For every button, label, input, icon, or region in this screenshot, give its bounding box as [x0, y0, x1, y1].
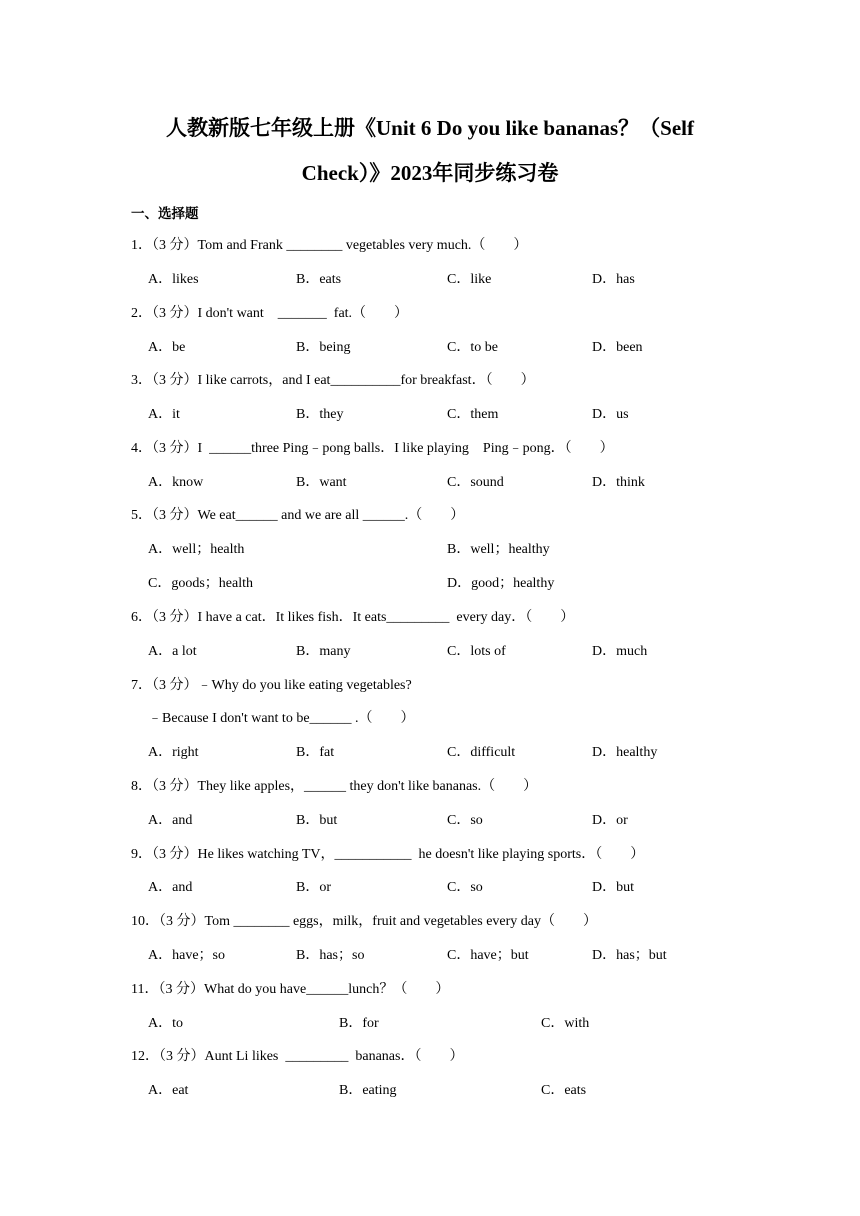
answer-option: C．have；but [447, 948, 529, 963]
answer-option: C．them [447, 407, 499, 422]
answer-option: B．want [296, 475, 347, 490]
document-title-line-2: Check）》2023年同步练习卷 [301, 161, 559, 185]
answer-option: B．fat [296, 745, 335, 760]
answer-option: A．well；health [148, 542, 245, 557]
question-stem: 10．（3 分）Tom ________ eggs，milk，fruit and vegetables every day（ ） [131, 914, 597, 929]
answer-option: B．well；healthy [447, 542, 550, 557]
answer-option: B．has；so [296, 948, 365, 963]
section-heading: 一、选择题 [131, 206, 199, 221]
answer-option: C．eats [541, 1083, 587, 1098]
question-stem: 12．（3 分）Aunt Li likes _________ bananas．（ ） [131, 1049, 464, 1064]
answer-option: C．goods；health [148, 576, 253, 591]
answer-option: C．like [447, 272, 492, 287]
question-stem: 4．（3 分）I ______three Ping﹣pong balls．I like playing Ping﹣pong．（ ） [131, 441, 614, 456]
question-stem: 5．（3 分）We eat______ and we are all ______.（ ） [131, 508, 465, 523]
answer-option: A．it [148, 407, 180, 422]
answer-option: A．eat [148, 1083, 189, 1098]
question-stem: 1．（3 分）Tom and Frank ________ vegetables very much.（ ） [131, 238, 528, 253]
question-stem: 8．（3 分）They like apples，______ they don't like bananas.（ ） [131, 779, 538, 794]
answer-option: B．they [296, 407, 344, 422]
answer-option: C．sound [447, 475, 504, 490]
answer-option: C．so [447, 813, 483, 828]
answer-option: B．being [296, 340, 351, 355]
answer-option: C．with [541, 1016, 590, 1031]
question-stem: 3．（3 分）I like carrots，and I eat__________for breakfast．（ ） [131, 373, 535, 388]
answer-option: C．to be [447, 340, 498, 355]
answer-option: D．healthy [592, 745, 658, 760]
answer-option: B．or [296, 880, 331, 895]
answer-option: A．to [148, 1016, 183, 1031]
question-stem-continuation: ﹣Because I don't want to be______ .（ ） [148, 711, 415, 726]
answer-option: A．and [148, 813, 193, 828]
answer-option: D．good；healthy [447, 576, 555, 591]
answer-option: A．and [148, 880, 193, 895]
answer-option: D．has；but [592, 948, 667, 963]
answer-option: A．right [148, 745, 199, 760]
answer-option: A．know [148, 475, 204, 490]
answer-option: D．us [592, 407, 629, 422]
answer-option: B．but [296, 813, 338, 828]
answer-option: D．or [592, 813, 628, 828]
answer-option: B．eats [296, 272, 342, 287]
question-stem: 11．（3 分）What do you have______lunch？（ ） [131, 982, 450, 997]
document-title-line-1: 人教新版七年级上册《Unit 6 Do you like bananas？（Self [166, 116, 694, 140]
answer-option: C．lots of [447, 644, 506, 659]
answer-option: D．has [592, 272, 635, 287]
question-stem: 2．（3 分）I don't want _______ fat.（ ） [131, 306, 409, 321]
answer-option: B．eating [339, 1083, 397, 1098]
question-stem: 9．（3 分）He likes watching TV，___________ he doesn't like playing sports．（ ） [131, 847, 645, 862]
question-stem: 7．（3 分）﹣Why do you like eating vegetables? [131, 678, 412, 693]
answer-option: A．likes [148, 272, 199, 287]
answer-option: C．difficult [447, 745, 516, 760]
answer-option: D．been [592, 340, 643, 355]
answer-option: B．many [296, 644, 351, 659]
answer-option: D．much [592, 644, 648, 659]
answer-option: C．so [447, 880, 483, 895]
answer-option: A．be [148, 340, 186, 355]
question-stem: 6．（3 分）I have a cat．It likes fish．It eats_________ every day．（ ） [131, 610, 575, 625]
answer-option: D．but [592, 880, 634, 895]
answer-option: B．for [339, 1016, 379, 1031]
answer-option: D．think [592, 475, 645, 490]
answer-option: A．a lot [148, 644, 197, 659]
answer-option: A．have；so [148, 948, 225, 963]
